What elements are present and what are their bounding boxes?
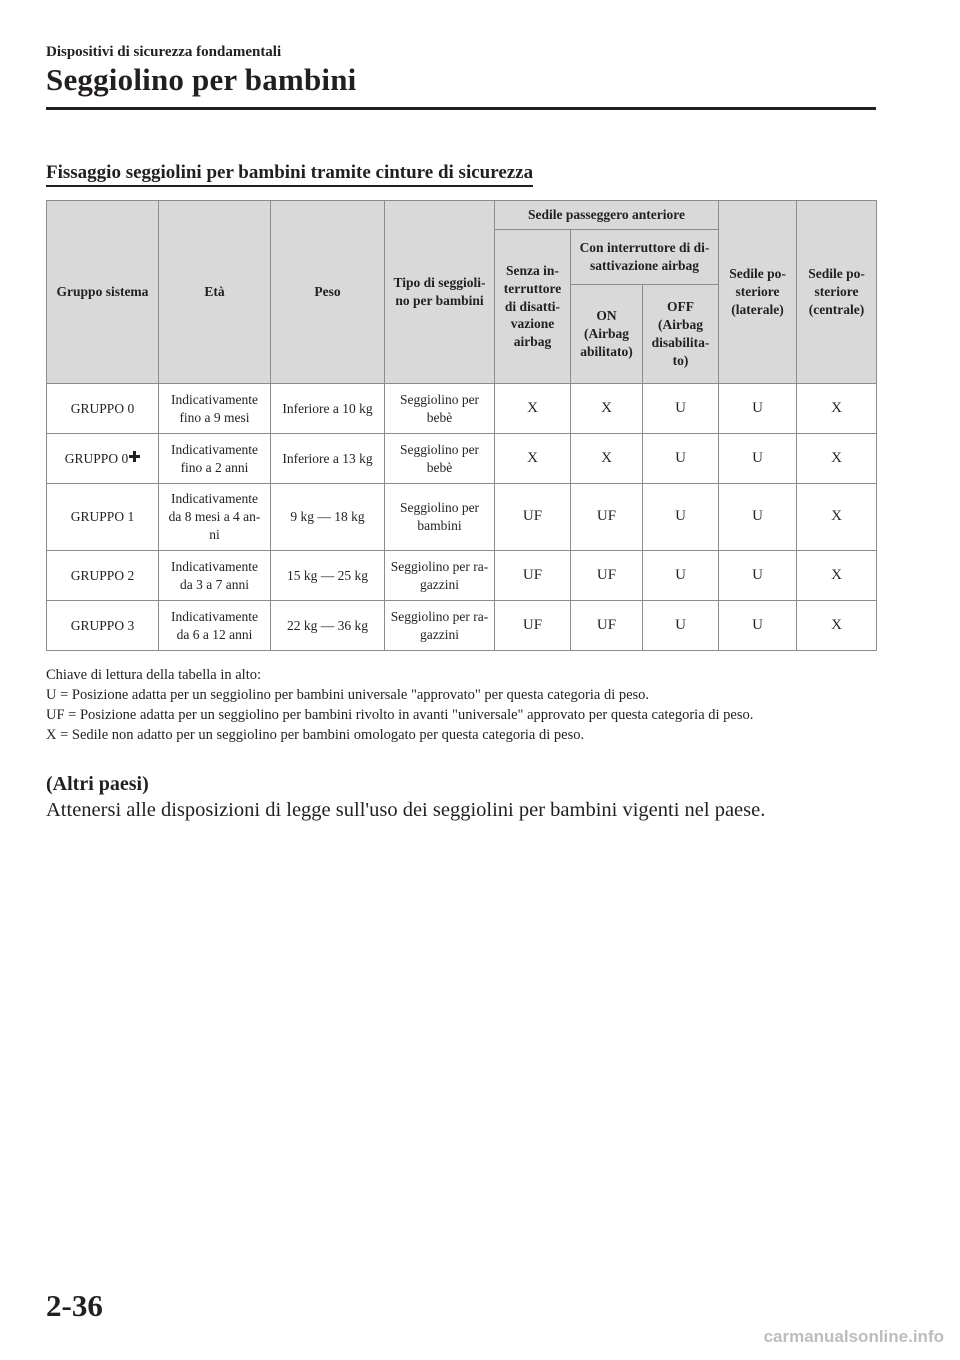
row-age-text: Indicativamente fino a 9 mesi — [171, 391, 258, 425]
row-no-airbag-switch-text: X — [527, 399, 538, 416]
row-airbag-off — [643, 601, 719, 651]
row-group — [47, 601, 159, 651]
row-seat-type — [385, 601, 495, 651]
row-age-text: Indicativamente da 6 a 12 anni — [171, 608, 258, 642]
row-airbag-off — [643, 384, 719, 434]
header-age: Età — [159, 201, 271, 384]
watermark-text: carmanualsonline.info — [763, 1327, 944, 1346]
row-no-airbag-switch-text: X — [527, 449, 538, 466]
row-seat-type-text: Seggiolino per bambini — [399, 500, 480, 533]
other-countries-text: Attenersi alle disposizioni di legge sull'uso dei seggiolini per bambini vigenti nel paese. — [46, 799, 766, 821]
row-airbag-off-text: U — [675, 399, 686, 416]
row-age — [159, 551, 271, 601]
row-rear-lateral — [719, 484, 797, 551]
row-no-airbag-switch — [495, 434, 571, 484]
table-row — [47, 434, 877, 484]
row-seat-type — [385, 434, 495, 484]
row-age — [159, 484, 271, 551]
row-rear-lateral — [719, 601, 797, 651]
row-airbag-off — [643, 551, 719, 601]
row-airbag-on — [571, 434, 643, 484]
row-airbag-on-text: X — [601, 449, 612, 466]
row-no-airbag-switch-text: UF — [522, 566, 543, 583]
row-group-text: GRUPPO 1 — [70, 509, 135, 525]
header-rear-seat-lateral: Sedile po- steriore (laterale) — [719, 201, 797, 384]
row-airbag-off — [643, 484, 719, 551]
row-rear-lateral-text: U — [752, 399, 763, 416]
title-divider — [46, 107, 876, 110]
row-group — [47, 484, 159, 551]
row-airbag-off-text: U — [675, 508, 686, 525]
row-airbag-on-text: X — [601, 399, 612, 416]
row-rear-central-text: X — [831, 449, 842, 466]
header-group: Gruppo sistema — [47, 201, 159, 384]
header-with-airbag-switch: Con interruttore di di- sattivazione airbag — [571, 230, 719, 285]
legend-intro: Chiave di lettura della tabella in alto: — [46, 667, 262, 683]
row-rear-central — [797, 484, 877, 551]
row-no-airbag-switch-text: UF — [522, 616, 543, 633]
row-weight — [271, 384, 385, 434]
row-weight-text: Inferiore a 13 kg — [282, 450, 373, 466]
row-rear-central — [797, 434, 877, 484]
row-seat-type-text: Seggiolino per ra- gazzini — [390, 608, 489, 642]
row-seat-type-text: Seggiolino per ra- gazzini — [390, 558, 489, 592]
row-group — [47, 384, 159, 434]
header-front-passenger-seat: Sedile passeggero anteriore — [495, 201, 719, 230]
table-row — [47, 551, 877, 601]
header-weight: Peso — [271, 201, 385, 384]
row-weight — [271, 434, 385, 484]
row-rear-central — [797, 551, 877, 601]
row-airbag-off — [643, 434, 719, 484]
child-seat-table — [46, 200, 877, 651]
row-rear-lateral-text: U — [752, 449, 763, 466]
row-rear-lateral — [719, 384, 797, 434]
row-rear-central — [797, 384, 877, 434]
row-weight-text: 22 kg ― 36 kg — [287, 617, 368, 633]
header-seat-type: Tipo di seggioli- no per bambini — [385, 201, 495, 384]
legend-uf: UF = Posizione adatta per un seggiolino per bambini rivolto in avanti "universale" approvato per questa categoria di peso. — [46, 707, 754, 723]
header-rear-seat-central: Sedile po- steriore (centrale) — [797, 201, 877, 384]
table-row — [47, 484, 877, 551]
row-rear-lateral-text: U — [752, 566, 763, 583]
row-age — [159, 601, 271, 651]
row-rear-central-text: X — [831, 616, 842, 633]
row-rear-central-text: X — [831, 566, 842, 583]
row-group-text: GRUPPO 2 — [70, 567, 135, 583]
other-countries-heading: (Altri paesi) — [46, 773, 149, 795]
row-rear-lateral — [719, 434, 797, 484]
row-seat-type-text: Seggiolino per bebè — [399, 441, 480, 475]
row-group-text: GRUPPO 0 — [70, 400, 135, 416]
row-age — [159, 434, 271, 484]
row-age-text: Indicativamente da 8 mesi a 4 an- ni — [168, 491, 261, 542]
row-weight — [271, 551, 385, 601]
row-seat-type — [385, 551, 495, 601]
row-age-text: Indicativamente fino a 2 anni — [171, 441, 258, 475]
row-rear-lateral-text: U — [752, 508, 763, 525]
row-airbag-on-text: UF — [596, 566, 617, 583]
row-seat-type — [385, 384, 495, 434]
row-no-airbag-switch-text: UF — [522, 508, 543, 525]
row-rear-lateral — [719, 551, 797, 601]
table-row — [47, 384, 877, 434]
row-weight-text: 15 kg ― 25 kg — [287, 567, 368, 583]
row-age-text: Indicativamente da 3 a 7 anni — [171, 558, 258, 592]
page-title: Seggiolino per bambini — [46, 62, 357, 97]
row-rear-central — [797, 601, 877, 651]
section-label: Dispositivi di sicurezza fondamentali — [46, 44, 282, 60]
row-airbag-on — [571, 384, 643, 434]
row-no-airbag-switch — [495, 601, 571, 651]
row-weight — [271, 484, 385, 551]
row-airbag-off-text: U — [675, 449, 686, 466]
row-airbag-on — [571, 484, 643, 551]
row-group-text: GRUPPO 3 — [70, 617, 135, 633]
row-weight-text: Inferiore a 10 kg — [282, 400, 373, 416]
header-airbag-on: ON (Airbag abilitato) — [571, 285, 643, 384]
header-airbag-off: OFF (Airbag disabilita- to) — [643, 285, 719, 384]
row-weight-text: 9 kg ― 18 kg — [290, 509, 365, 525]
row-airbag-on-text: UF — [596, 616, 617, 633]
table-legend — [46, 665, 878, 745]
row-seat-type — [385, 484, 495, 551]
row-airbag-on — [571, 601, 643, 651]
row-age — [159, 384, 271, 434]
legend-u: U = Posizione adatta per un seggiolino per bambini universale "approvato" per questa categoria di peso. — [46, 687, 650, 703]
row-seat-type-text: Seggiolino per bebè — [399, 391, 480, 425]
table-row — [47, 601, 877, 651]
row-no-airbag-switch — [495, 484, 571, 551]
row-no-airbag-switch — [495, 384, 571, 434]
row-airbag-off-text: U — [675, 616, 686, 633]
header-no-airbag-switch: Senza in- terruttore di disatti- vazione airbag — [495, 230, 571, 384]
table-subheading: Fissaggio seggiolini per bambini tramite cinture di sicurezza — [46, 162, 533, 187]
row-weight — [271, 601, 385, 651]
row-group — [47, 551, 159, 601]
row-airbag-off-text: U — [675, 566, 686, 583]
row-rear-central-text: X — [831, 399, 842, 416]
row-airbag-on-text: UF — [596, 508, 617, 525]
plus-icon — [129, 451, 140, 462]
row-rear-lateral-text: U — [752, 616, 763, 633]
row-group-text: GRUPPO 0 — [64, 450, 129, 466]
row-no-airbag-switch — [495, 551, 571, 601]
row-airbag-on — [571, 551, 643, 601]
legend-x: X = Sedile non adatto per un seggiolino per bambini omologato per questa categoria di peso. — [46, 727, 585, 743]
page-number: 2-36 — [46, 1288, 103, 1323]
row-group — [47, 434, 159, 484]
row-rear-central-text: X — [831, 508, 842, 525]
